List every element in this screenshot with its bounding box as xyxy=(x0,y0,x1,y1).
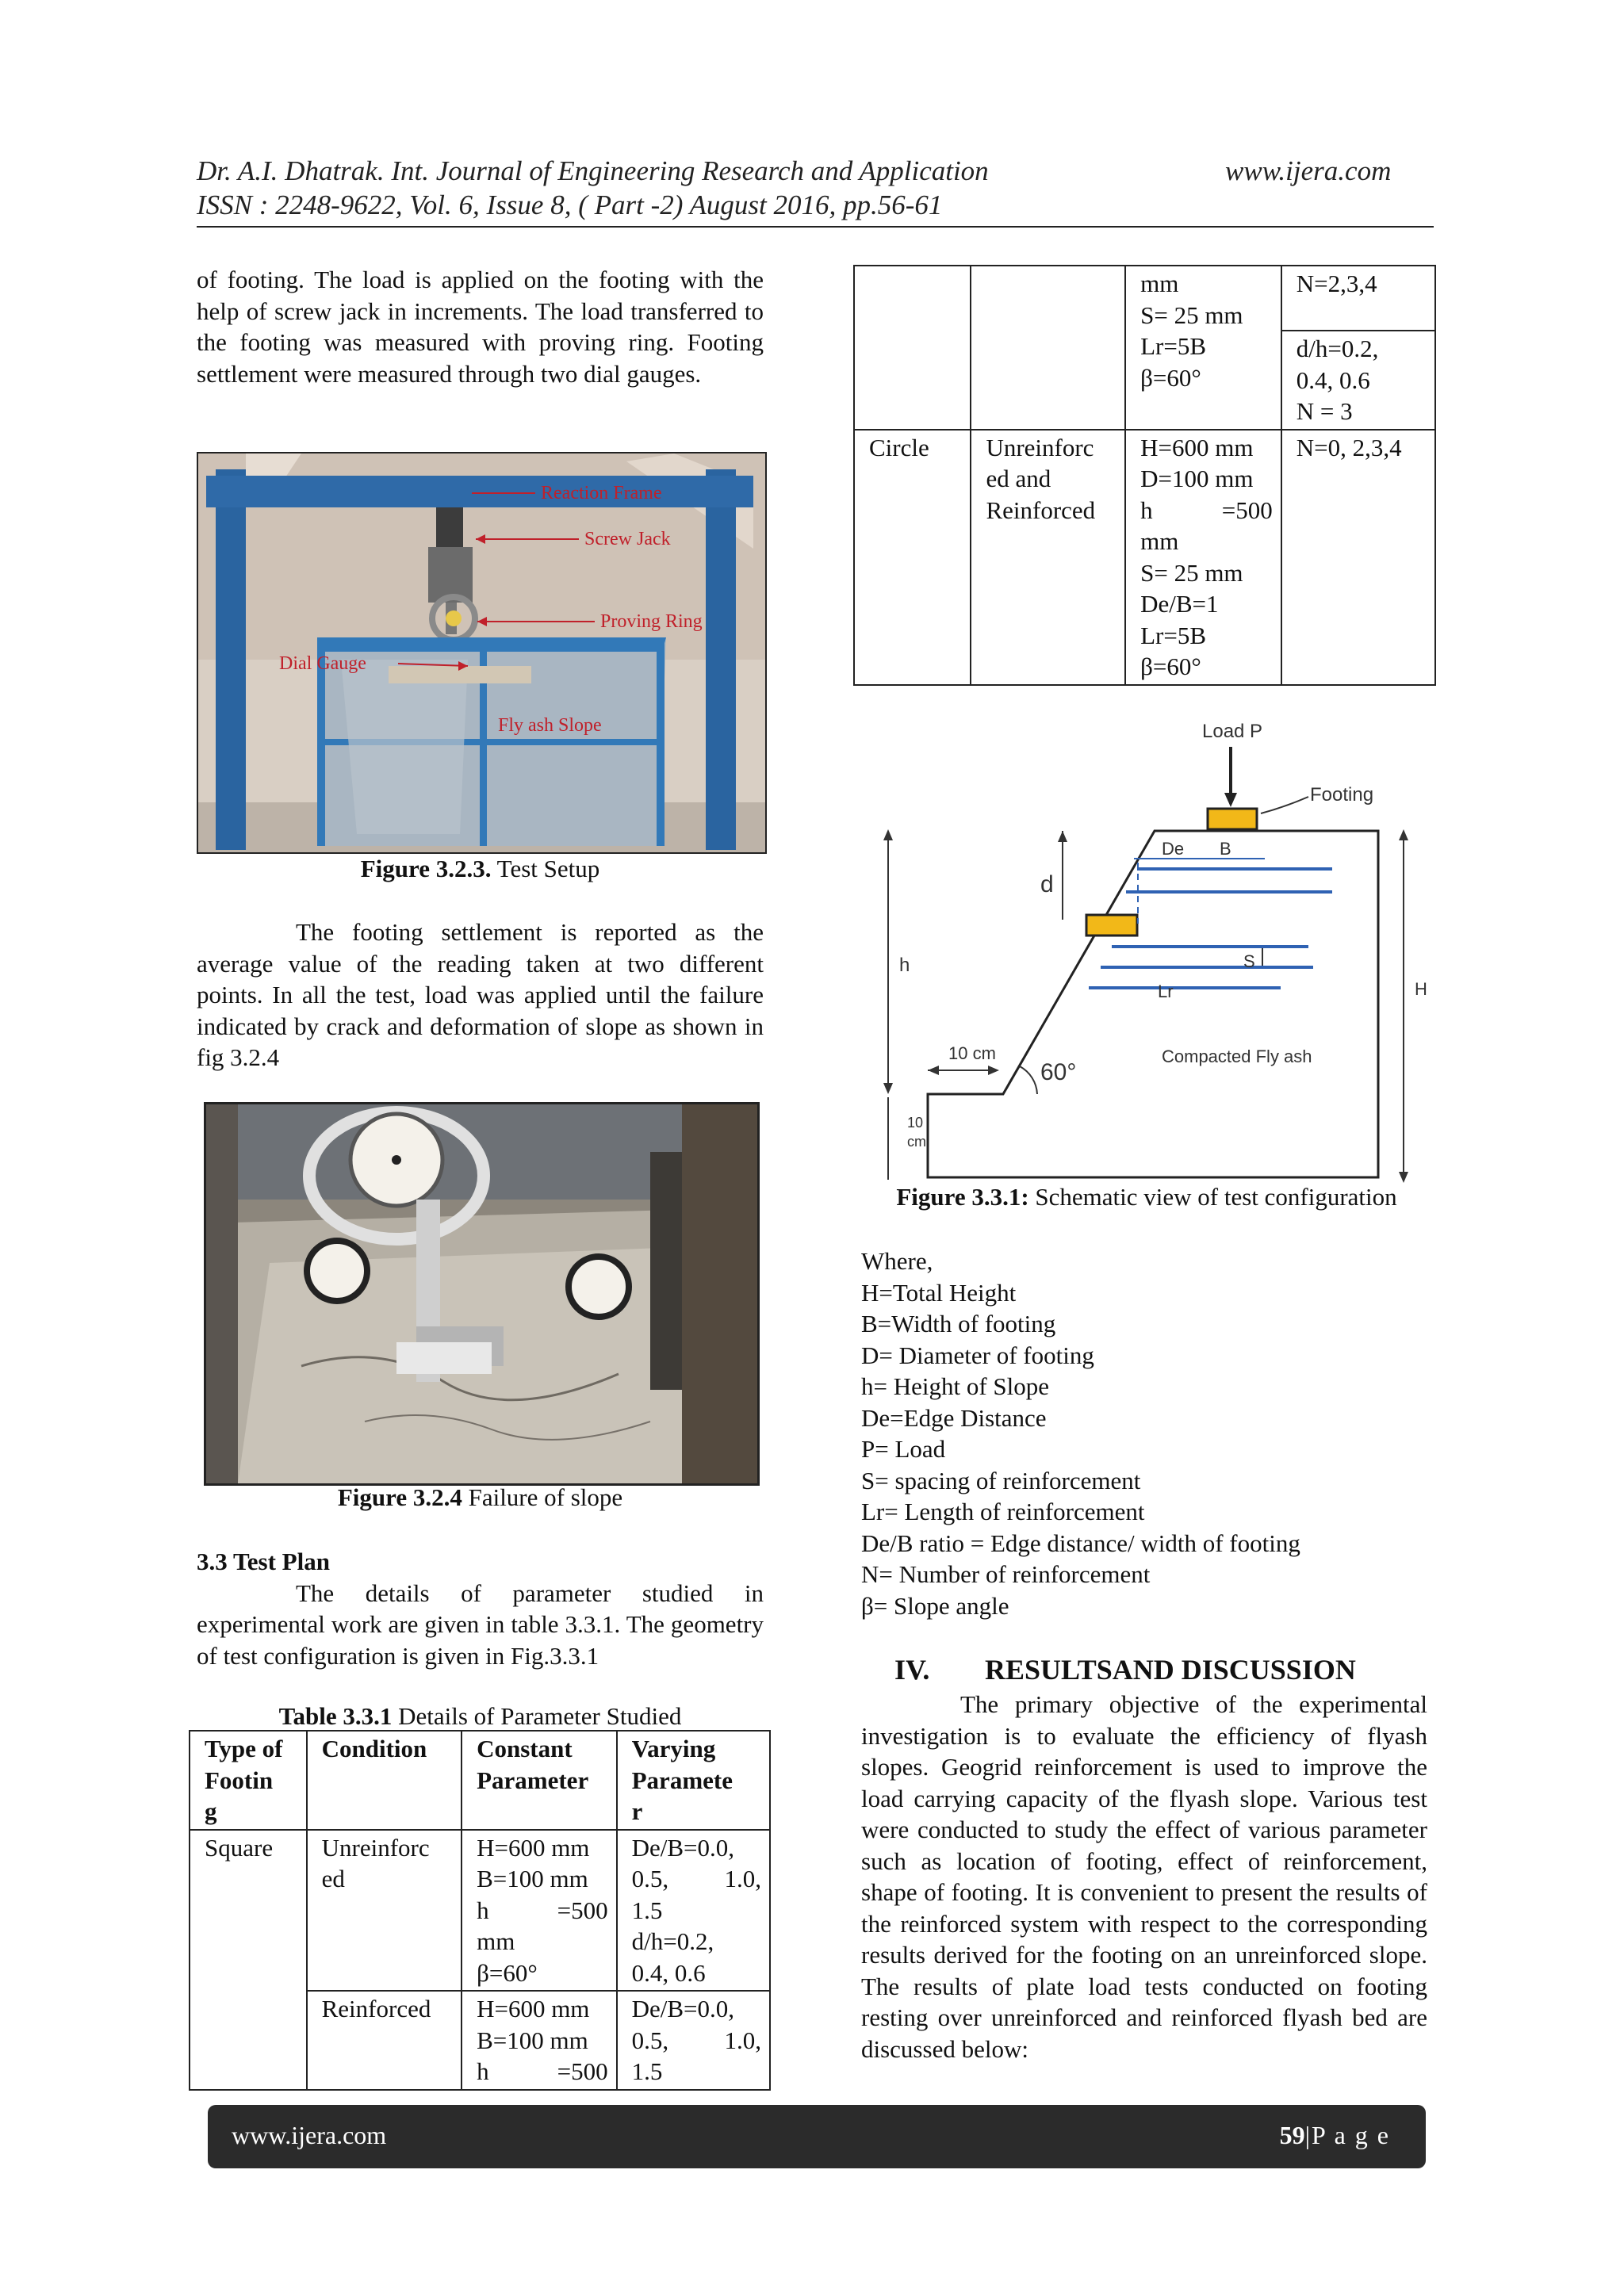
cell-constant: H=600 mm B=100 mm h =500 mm β=60° xyxy=(462,1830,617,1992)
table-row xyxy=(854,430,1435,685)
slope-footing xyxy=(1086,915,1137,936)
definition-item: Lr= Length of reinforcement xyxy=(861,1498,1145,1525)
definition-item: D= Diameter of footing xyxy=(861,1341,1094,1369)
cell-constant: H=600 mm B=100 mm h =500 xyxy=(462,1991,617,2090)
journal-website[interactable]: www.ijera.com xyxy=(1225,155,1392,186)
schematic-base-10: 10 xyxy=(907,1115,924,1131)
header-constant-parameter: Constant Parameter xyxy=(462,1731,617,1830)
cell-condition: Reinforced xyxy=(307,1991,462,2090)
slope-outline xyxy=(928,831,1378,1177)
section-3-3-paragraph: The details of parameter studied in experimental work are given in table 3.3.1. The geometry of test configuration is given in Fig.3.3.1 xyxy=(197,1578,764,1670)
header-condition: Condition xyxy=(307,1731,462,1830)
left-paragraph-1: of footing. The load is applied on the footing with the help of screw jack in increments. The load transferred to the footing was measured with proving ring. Footing settlement were measured through two dial gauges. xyxy=(197,266,764,388)
schematic-base-cm: cm xyxy=(907,1134,926,1150)
definition-item: De=Edge Distance xyxy=(861,1403,1047,1432)
definition-item: H=Total Height xyxy=(861,1278,1017,1307)
label-fly-ash-slope: Fly ash Slope xyxy=(498,715,602,736)
top-footing xyxy=(1208,809,1257,829)
cell-varying: N=2,3,4 xyxy=(1281,266,1435,331)
definition-item: De/B ratio = Edge distance/ width of footing xyxy=(861,1529,1300,1557)
header-varying-parameter: Varying Paramete r xyxy=(617,1731,770,1830)
table-3-3-1-caption: Table 3.3.1 Details of Parameter Studied xyxy=(278,1702,682,1730)
cell-varying: De/B=0.0, 0.5, 1.0, 1.5 xyxy=(617,1991,770,2090)
definition-item: P= Load xyxy=(861,1435,946,1463)
schematic-load-label: Load P xyxy=(1202,721,1263,742)
schematic-lr-label: Lr xyxy=(1158,982,1174,1001)
definition-item: β= Slope angle xyxy=(861,1591,1009,1620)
schematic-b-label: B xyxy=(1220,839,1231,859)
left-paragraph-2: The footing settlement is reported as the average value of the reading taken at two different points. In all the test, load was applied until the failure indicated by crack and deformation of slope as shown in fig 3.2.4 xyxy=(197,918,764,1071)
section-3-3 xyxy=(197,1546,764,1671)
cell-type-empty xyxy=(854,266,971,430)
schematic-de-label: De xyxy=(1162,839,1185,859)
schematic-diagram xyxy=(864,714,1427,1189)
test-setup-photo xyxy=(197,452,767,854)
footer-website[interactable]: www.ijera.com xyxy=(232,2121,387,2149)
schematic-d-label: d xyxy=(1040,871,1054,897)
page-footer xyxy=(208,2105,1426,2168)
cell-type-circle: Circle xyxy=(854,430,971,685)
cell-constant: H=600 mm D=100 mm h =500 mm S= 25 mm De/B=1 Lr=5B β=60° xyxy=(1125,430,1281,685)
section-iv-number: IV. xyxy=(894,1654,930,1686)
failure-of-slope-photo xyxy=(204,1102,760,1486)
figure-3-3-1-caption: Figure 3.3.1: Schematic view of test configuration xyxy=(896,1183,1397,1211)
cell-condition: Unreinforc ed and Reinforced xyxy=(971,430,1125,685)
table-row xyxy=(854,266,1435,331)
schematic-s-label: S xyxy=(1243,951,1255,971)
schematic-footing-label: Footing xyxy=(1310,784,1374,806)
label-dial-gauge: Dial Gauge xyxy=(279,653,366,674)
parameter-table xyxy=(189,1730,771,2091)
schematic-compacted-label: Compacted Fly ash xyxy=(1162,1047,1312,1066)
label-screw-jack: Screw Jack xyxy=(584,529,671,549)
section-iv-title: RESULTSAND DISCUSSION xyxy=(985,1654,1356,1686)
definition-item: h= Height of Slope xyxy=(861,1372,1050,1400)
schematic-angle-label: 60° xyxy=(1040,1059,1077,1085)
test-setup-illustration xyxy=(198,453,765,852)
results-paragraph: The primary objective of the experimental investigation is to evaluate the efficiency of flyash slopes. Geogrid reinforcement is used to improve the load carrying capacity of the flyash slope. Various test were conducted to study the effect of various parameter such as location of footing, effect of reinforcement, shape of footing. It is convenient to present the results of the reinforced system with respect to the corresponding results derived for the footing on an unreinforced slope. The results of plate load tests conducted on footing resting over unreinforced and reinforced flyash bed are discussed below: xyxy=(861,1690,1427,2063)
table-row xyxy=(190,1830,770,1992)
cell-constant: mm S= 25 mm Lr=5B β=60° xyxy=(1125,266,1281,430)
label-proving-ring: Proving Ring xyxy=(600,611,703,632)
cell-varying: d/h=0.2, 0.4, 0.6 N = 3 xyxy=(1281,331,1435,430)
cell-varying: N=0, 2,3,4 xyxy=(1281,430,1435,685)
journal-title: Dr. A.I. Dhatrak. Int. Journal of Engineering Research and Application xyxy=(197,155,989,186)
figure-3-2-4-caption: Figure 3.2.4 Failure of slope xyxy=(337,1483,623,1511)
definitions-list xyxy=(861,1246,1432,1621)
definition-item: N= Number of reinforcement xyxy=(861,1560,1151,1588)
table-header-row xyxy=(190,1731,770,1830)
issn-line: ISSN : 2248-9622, Vol. 6, Issue 8, ( Part -2) August 2016, pp.56-61 xyxy=(197,189,943,220)
definition-item: B=Width of footing xyxy=(861,1310,1056,1337)
parameter-table-continued xyxy=(853,265,1436,686)
label-reaction-frame: Reaction Frame xyxy=(541,483,662,503)
schematic-10cm-label: 10 cm xyxy=(948,1043,996,1063)
definition-item: S= spacing of reinforcement xyxy=(861,1466,1141,1494)
header-type-of-footing: Type of Footin g xyxy=(190,1731,307,1830)
cell-type-square: Square xyxy=(190,1830,307,2090)
schematic-H-label: H xyxy=(1415,979,1427,999)
footer-page-number: 59|P a g e xyxy=(1279,2121,1390,2149)
cell-varying: De/B=0.0, 0.5, 1.0, 1.5 d/h=0.2, 0.4, 0.6 xyxy=(617,1830,770,1992)
cell-condition-empty xyxy=(971,266,1125,430)
failure-of-slope-illustration xyxy=(206,1104,757,1483)
section-3-3-heading: 3.3 Test Plan xyxy=(197,1548,330,1575)
schematic-h-label: h xyxy=(899,955,910,976)
figure-3-2-3-caption: Figure 3.2.3. Test Setup xyxy=(360,855,600,882)
header-rule xyxy=(197,226,1434,228)
cell-condition: Unreinforc ed xyxy=(307,1830,462,1992)
definitions-where: Where, xyxy=(861,1247,933,1275)
